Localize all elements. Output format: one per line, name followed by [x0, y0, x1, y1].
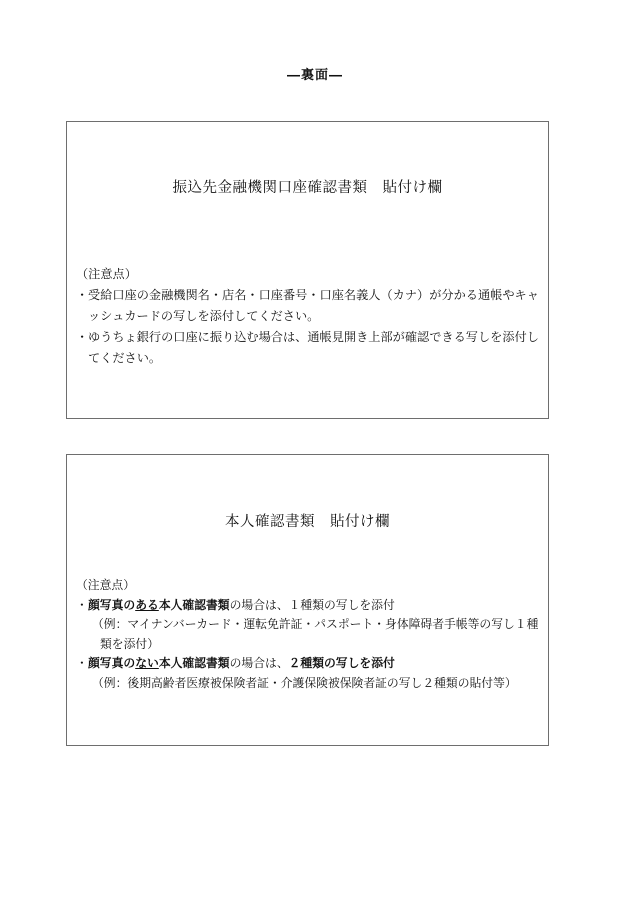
note-item: ・ ゆうちょ銀行の口座に振り込む場合は、通帳見開き上部が確認できる写しを添付してください。 [76, 330, 539, 365]
note-bold-text: ２種類の写しを添付 [288, 656, 395, 670]
bank-document-notes [76, 264, 544, 369]
note-item-text: 受給口座の金融機関名・店名・口座番号・口座名義人（カナ）が分かる通帳やキャッシュカードの写しを添付してください。 [88, 288, 539, 323]
notes-heading: （注意点） [76, 578, 135, 592]
note-bold-text: 顔写真の [88, 656, 136, 670]
identity-document-attachment-box [66, 454, 549, 746]
note-underlined-text: ある [135, 597, 159, 612]
note-bold-text: 本人確認書類 [158, 597, 230, 612]
note-bold-text: 本人確認書類 [158, 656, 230, 670]
note-example: （例：後期高齢者医療被保険者証・介護保険被保険者証の写し２種類の貼付等） [92, 675, 517, 690]
note-item: ・ 顔写真のない本人確認書類の場合は、２種類の写しを添付 [76, 656, 395, 670]
note-text: の場合は、１種類の写しを添付 [229, 597, 395, 612]
note-item: ・ 受給口座の金融機関名・店名・口座番号・口座名義人（カナ）が分かる通帳やキャッシュカードの写しを添付してください。 [76, 288, 539, 323]
notes-heading: （注意点） [76, 267, 137, 281]
note-bold-text: 顔写真の [88, 597, 136, 612]
identity-document-box-title: 本人確認書類 貼付け欄 [225, 514, 390, 530]
page-heading: ―裏面― [286, 68, 343, 83]
note-underlined-text: ない [135, 656, 159, 670]
bank-document-attachment-box [66, 121, 549, 419]
bank-document-box-title: 振込先金融機関口座確認書類 貼付け欄 [172, 180, 443, 196]
identity-document-notes [76, 576, 544, 693]
note-item-text: ゆうちょ銀行の口座に振り込む場合は、通帳見開き上部が確認できる写しを添付してください。 [88, 330, 539, 365]
note-example: （例：マイナンバーカード・運転免許証・パスポート・身体障碍者手帳等の写し１種類を添付） [92, 617, 539, 651]
note-text: の場合は、 [229, 656, 289, 670]
note-item: ・ 顔写真のある本人確認書類の場合は、１種類の写しを添付 [76, 597, 395, 612]
